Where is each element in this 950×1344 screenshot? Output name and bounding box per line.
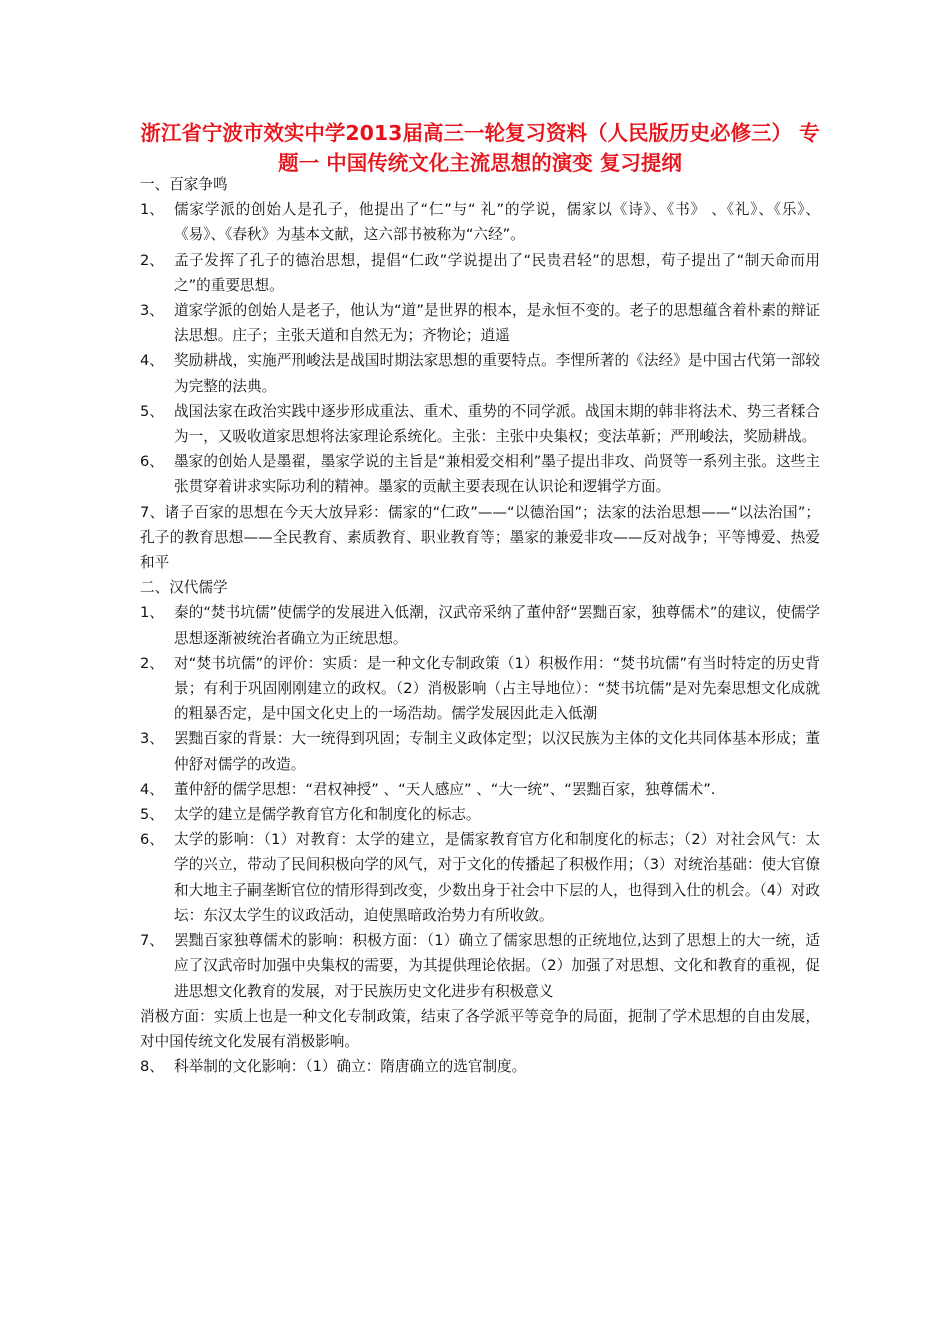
item-text: 奖励耕战，实施严刑峻法是战国时期法家思想的重要特点。李悝所著的《法经》是中国古代第一部较为完整的法典。 [174,352,820,395]
paragraph-item-7: 7、诸子百家的思想在今天大放异彩：儒家的“仁政”——“以德治国”；法家的法治思想——“以法治国”；孔子的教育思想——全民教育、素质教育、职业教育等；墨家的兼爱非攻——反对战争；平等博爱、热爱和平 [140,503,820,572]
item-number: 5、 [140,402,164,420]
list-item [140,827,820,928]
section-heading-1: 一、百家争鸣 [140,176,228,193]
list-item [140,802,820,827]
list-item [140,298,820,348]
list-item [140,600,820,650]
item-number: 5、 [140,806,164,824]
list-item [140,449,820,499]
item-number: 3、 [140,302,164,320]
document-body [140,172,820,1079]
item-number: 4、 [140,352,164,370]
item-text: 科举制的文化影响：（1）确立：隋唐确立的选官制度。 [174,1058,527,1076]
item-number: 1、 [140,604,164,622]
list-item [140,248,820,298]
list-item [140,399,820,449]
document-title: 浙江省宁波市效实中学2013届高三一轮复习资料（人民版历史必修三） 专题一 中国传统文化主流思想的演变 复习提纲 [140,121,820,175]
item-text: 墨家的创始人是墨翟，墨家学说的主旨是“兼相爱交相利”墨子提出非攻、尚贤等一系列主张。这些主张贯穿着讲求实际功利的精神。墨家的贡献主要表现在认识论和逻辑学方面。 [174,453,820,496]
paragraph-negative-aspect: 消极方面：实质上也是一种文化专制政策，结束了各学派平等竞争的局面，扼制了学术思想的自由发展，对中国传统文化发展有消极影响。 [140,1007,820,1050]
item-number: 2、 [140,654,164,672]
item-text: 战国法家在政治实践中逐步形成重法、重术、重势的不同学派。战国末期的韩非将法术、势三者糅合为一，又吸收道家思想将法家理论系统化。主张：主张中央集权；变法革新；严刑峻法，奖励耕战。 [174,402,820,446]
list-item [140,197,820,247]
list-item [140,1054,820,1079]
item-number: 1、 [140,201,164,219]
item-number: 7、 [140,932,164,950]
item-number: 3、 [140,730,164,748]
list-item [140,928,820,1004]
item-text: 道家学派的创始人是老子，他认为“道”是世界的根本，是永恒不变的。老子的思想蕴含着朴素的辩证法思想。庄子；主张天道和自然无为；齐物论；逍遥 [174,302,820,345]
item-number: 4、 [140,780,164,798]
item-number: 6、 [140,831,164,849]
item-number: 2、 [140,251,164,269]
item-text: 儒家学派的创始人是孔子，他提出了“仁”与“ 礼”的学说，儒家以《诗》、《书》 、《礼》、《乐》、《易》、《春秋》为基本文献，这六部书被称为“六经”。 [174,201,820,244]
item-number: 6、 [140,453,164,471]
item-text: 对“焚书坑儒”的评价：实质：是一种文化专制政策（1）积极作用：“焚书坑儒”有当时特定的历史背景；有利于巩固刚刚建立的政权。（2）消极影响（占主导地位）：“焚书坑儒”是对先秦思想文化成就的粗暴否定，是中国文化史上的一场浩劫。儒学发展因此走入低潮 [174,654,820,723]
item-text: 罢黜百家独尊儒术的影响：积极方面：（1）确立了儒家思想的正统地位,达到了思想上的大一统，适应了汉武帝时加强中央集权的需要，为其提供理论依据。（2）加强了对思想、文化和教育的重视，促进思想文化教育的发展，对于民族历史文化进步有积极意义 [174,932,820,1000]
list-item [140,651,820,727]
list-item [140,726,820,776]
list-item [140,777,820,802]
item-number: 8、 [140,1058,164,1076]
item-text: 董仲舒的儒学思想：“君权神授” 、“天人感应” 、“大一统”、“罢黜百家，独尊儒术”. [174,780,716,798]
item-text: 秦的“焚书坑儒”使儒学的发展进入低潮，汉武帝采纳了董仲舒“罢黜百家，独尊儒术”的建议，使儒学思想逐渐被统治者确立为正统思想。 [174,604,820,647]
item-text: 孟子发挥了孔子的德治思想，提倡“仁政”学说提出了“民贵君轻”的思想，荀子提出了“制天命而用之”的重要思想。 [174,251,820,294]
item-text: 太学的影响：（1）对教育：太学的建立，是儒家教育官方化和制度化的标志；（2）对社会风气：太学的兴立，带动了民间积极向学的风气，对于文化的传播起了积极作用；（3）对统治基础：使大官僚和大地主子嗣垄断官位的情形得到改变，少数出身于社会中下层的人，也得到入仕的机会。（4）对政坛：东汉太学生的议政活动，迫使黑暗政治势力有所收敛。 [174,831,820,924]
section-heading-2: 二、汉代儒学 [140,579,228,597]
item-text: 太学的建立是儒学教育官方化和制度化的标志。 [174,806,481,824]
list-item [140,348,820,398]
item-text: 罢黜百家的背景：大一统得到巩固；专制主义政体定型；以汉民族为主体的文化共同体基本形成；董仲舒对儒学的改造。 [174,730,820,773]
